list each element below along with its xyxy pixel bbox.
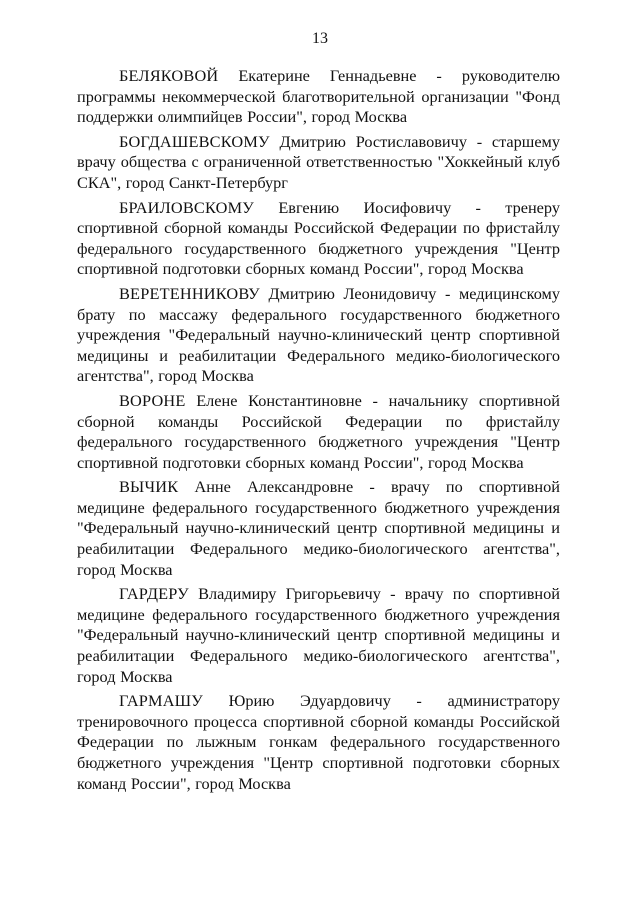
entry-surname: ГАРДЕРУ — [119, 584, 189, 604]
list-item — [77, 477, 560, 580]
entry-surname: ВЫЧИК — [119, 477, 179, 497]
entry-text: Анне Александровне - врачу по спортивной медицине федерального государственного бюджетного учреждения "Федеральный научно-клинический центр спортивной медицины и реабилитации Федерального медико-биологического агентства", город Москва — [77, 477, 561, 579]
page-number: 13 — [312, 30, 328, 47]
list-item — [77, 391, 560, 473]
list-item — [77, 691, 560, 794]
award-list — [77, 66, 560, 798]
list-item — [77, 284, 560, 387]
entry-text: Екатерине Геннадьевне - руководителю программы некоммерческой благотворительной организации "Фонд поддержки олимпийцев России", город Москва — [77, 66, 560, 127]
entry-surname: БРАИЛОВСКОМУ — [119, 197, 254, 217]
entry-text: Дмитрию Леонидовичу - медицинскому брату по массажу федерального государственного бюджетного учреждения "Федеральный научно-клинический центр спортивной медицины и реабилитации Федерального медико-биологического агентства", город Москва — [77, 283, 560, 386]
entry-text: Елене Константиновне - начальнику спортивной сборной команды Российской Федерации по фристайлу федерального государственного бюджетного учреждения "Центр спортивной подготовки сборных команд России", город Москва — [77, 390, 561, 472]
entry-surname: БОГДАШЕВСКОМУ — [119, 131, 270, 151]
entry-surname: БЕЛЯКОВОЙ — [119, 66, 219, 85]
list-item — [77, 584, 560, 687]
entry-text: Дмитрию Ростиславовичу - старшему врачу общества с ограниченной ответственностью "Хоккейный клуб СКА", город Санкт-Петербург — [77, 131, 560, 192]
entry-text: Владимиру Григорьевичу - врачу по спортивной медицине федерального государственного бюджетного учреждения "Федеральный научно-клинический центр спортивной медицины и реабилитации Федерального медико-биологического агентства", город Москва — [77, 584, 560, 686]
entry-text: Евгению Иосифовичу - тренеру спортивной сборной команды Российской Федерации по фристайлу федерального государственного бюджетного учреждения "Центр спортивной подготовки сборных команд России", город Москва — [77, 197, 560, 279]
list-item — [77, 132, 560, 194]
entry-text: Юрию Эдуардовичу - администратору тренировочного процесса спортивной сборной команды Российской Федерации по лыжным гонкам федерального государственного бюджетного учреждения "Центр спортивной подготовки сборных команд России", город Москва — [77, 691, 560, 793]
list-item — [77, 66, 560, 128]
entry-surname: ГАРМАШУ — [119, 691, 204, 711]
entry-surname: ВЕРЕТЕННИКОВУ — [119, 283, 260, 303]
list-item — [77, 198, 560, 280]
entry-surname: ВОРОНЕ — [119, 390, 186, 410]
